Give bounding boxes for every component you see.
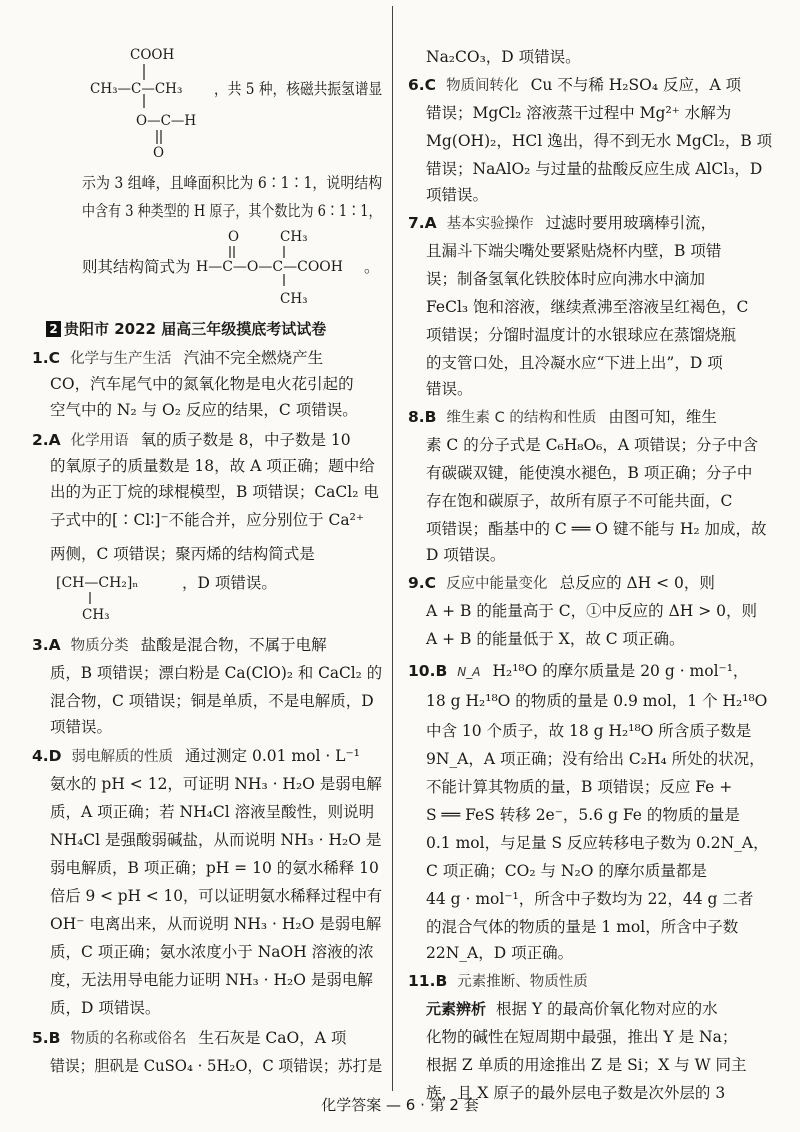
text-line: 的混合气体的物质的量是 1 mol，所含中子数 [426,918,739,936]
text-line: 素 C 的分子式是 C₆H₈O₆，A 项错误；分子中含 [426,436,758,454]
text-line: 族，且 X 原子的最外层电子数是次外层的 3 [426,1084,726,1102]
answer-11 [408,970,600,992]
text-line: 质，B 项错误；漂白粉是 Ca(ClO)₂ 和 CaCl₂ 的 [50,664,383,682]
text-line: 18 g H₂¹⁸O 的物质的量是 0.9 mol，1 个 H₂¹⁸O [426,692,768,710]
answer-number: 3.A [32,636,61,654]
text-line: 生石灰是 CaO，A 项 [198,1029,347,1047]
text-line: 项错误。 [426,186,489,204]
text-line: H₂¹⁸O 的摩尔质量是 20 g · mol⁻¹， [492,662,749,680]
text-line: 的氧原子的质量数是 18，故 A 项正确；题中给 [50,457,375,475]
formula-bottom-ch3: CH₃ [280,291,308,307]
text-line: FeCl₃ 饱和溶液，继续煮沸至溶液呈红褐色，C [426,298,749,316]
analysis-label: 元素辨析 [426,1000,487,1018]
formula-main-chain: CH₃—C—CH₃ [90,81,183,97]
formula-top-ch3: CH₃ [280,229,308,245]
text-line: 弱电解质，B 项正确；pH = 10 的氨水稀释 10 [50,859,379,877]
answer-number: 10.B [408,662,448,680]
text-line: Mg(OH)₂，HCl 逸出，得不到无水 MgCl₂，B 项 [426,132,773,150]
text-line: 子式中的[∶Cl∶]⁻不能合并，应分别位于 Ca²⁺ [50,511,365,529]
text-line: 化物的碱性在短周期中最强，推出 Y 是 Na； [426,1028,738,1046]
text-line: 两侧，C 项错误；聚丙烯的结构简式是 [50,545,315,563]
answer-number: 7.A [408,214,437,232]
text-line: 且漏斗下端尖嘴处要紧贴烧杯内壁，B 项错 [426,242,722,260]
text-line: 9N_A，A 项正确；没有给出 C₂H₄ 所处的状况， [426,750,765,768]
answer-6 [408,74,741,96]
text-line: 错误。 [426,380,473,398]
text-line: 质，C 项正确；氨水浓度小于 NaOH 溶液的浓 [50,943,374,961]
answer-5 [32,1027,346,1049]
formula-carbonyl-o: O [153,145,165,161]
formula-caption: ，共 5 种，核磁共振氢谱显 [214,80,383,98]
text-line: 存在饱和碳原子，故所有原子不可能共面，C [426,492,733,510]
section-title: 贵阳市 2022 届高三年级摸底考试试卷 [64,320,327,338]
answer-number: 1.C [32,349,61,367]
text-line: 0.1 mol，与足量 S 反应转移电子数为 0.2N_A， [426,834,769,852]
formula-main-chain: H—C—O—C—COOH [196,259,343,275]
text-line: Na₂CO₃，D 项错误。 [426,48,581,66]
topic-tag: 化学与生产生活 [70,351,172,367]
text-line: 根据 Z 单质的用途推出 Z 是 Si；X 与 W 同主 [426,1056,747,1074]
text-line: 错误；MgCl₂ 溶液蒸干过程中 Mg²⁺ 水解为 [426,104,732,122]
answer-number: 8.B [408,408,437,426]
text-line: 有碳碳双键，能使溴水褪色，B 项正确；分子中 [426,464,753,482]
answer-11-analysis [426,998,718,1020]
formula-top-o: O [228,229,240,245]
text-line: 项错误；酯基中的 C ══ O 键不能与 H₂ 加成，故 [426,520,767,538]
answer-number: 2.A [32,431,61,449]
text-line: 由图可知，维生 [608,408,717,426]
answer-9 [408,572,715,594]
topic-tag: 基本实验操作 [446,216,534,232]
formula-cooh: COOH [130,47,175,63]
text-line: 倍后 9 < pH < 10，可以证明氨水稀释过程中有 [50,887,383,905]
topic-tag: 维生素 C 的结构和性质 [446,410,597,426]
topic-tag: 物质的名称或俗名 [70,1031,187,1047]
topic-tag: N_A [457,665,481,679]
formula-end-dot: 。 [364,258,380,276]
text-line: 中含 10 个质子，故 18 g H₂¹⁸O 所含质子数是 [426,722,752,740]
text-line: 错误；NaAlO₂ 与过量的盐酸反应生成 AlCl₃，D [426,160,763,178]
text-line: 项错误。 [50,718,113,736]
text-line: 中含有 3 种类型的 H 原子，其个数比为 6∶1∶1， [82,202,382,220]
formula-poly: [CH—CH₂]ₙ [56,575,139,591]
text-line: 混合物，C 项错误；铜是单质，不是电解质，D [50,692,374,710]
answer-2 [32,429,351,451]
text-line: Cu 不与稀 H₂SO₄ 反应，A 项 [530,76,742,94]
text-line: ，D 项错误。 [182,574,277,592]
topic-tag: 元素推断、物质性质 [457,974,588,990]
text-line: CO，汽车尾气中的氮氧化物是电火花引起的 [50,375,354,393]
formula-ester: O—C—H [136,113,197,129]
formula-prefix: 则其结构简式为 [82,258,191,276]
answer-8 [408,406,717,428]
text-line: A + B 的能量低于 X，故 C 项正确。 [426,630,685,648]
section-heading [46,318,326,339]
formula-ch3: CH₃ [82,607,110,623]
text-line: C 项正确；CO₂ 与 N₂O 的摩尔质量都是 [426,862,707,880]
formula-bond [86,592,96,606]
topic-tag: 弱电解质的性质 [71,749,174,765]
text-line: D 项错误。 [426,546,506,564]
topic-tag: 化学用语 [70,433,129,449]
text-line: 不能计算其物质的量，B 项错误；反应 Fe + [426,778,733,796]
text-line: 根据 Y 的最高价氧化物对应的水 [496,1000,718,1018]
text-line: 误；制备氢氧化铁胶体时应向沸水中滴加 [426,270,706,288]
text-line: 示为 3 组峰，且峰面积比为 6∶1∶1，说明结构 [82,174,383,192]
answer-10 [408,660,748,682]
topic-tag: 反应中能量变化 [446,576,548,592]
answer-number: 6.C [408,76,437,94]
text-line: 质，A 项正确；若 NH₄Cl 溶液呈酸性，则说明 [50,803,375,821]
text-line: S ══ FeS 转移 2e⁻，5.6 g Fe 的物质的量是 [426,806,740,824]
column-divider [392,6,393,1091]
text-line: 汽油不完全燃烧产生 [183,349,324,367]
text-line: 氨水的 pH < 12，可证明 NH₃ · H₂O 是弱电解 [50,775,382,793]
text-line: 过滤时要用玻璃棒引流， [545,214,717,232]
text-line: 通过测定 0.01 mol · L⁻¹ [185,747,360,765]
text-line: 度，无法用导电能力证明 NH₃ · H₂O 是弱电解 [50,971,373,989]
topic-tag: 物质间转化 [446,78,519,94]
text-line: 44 g · mol⁻¹，所含中子数均为 22，44 g 二者 [426,890,754,908]
text-line: 氧的质子数是 8，中子数是 10 [140,431,351,449]
answer-1 [32,347,323,369]
text-line: 的支管口处，且冷凝水应“下进上出”，D 项 [426,354,723,372]
text-line: 空气中的 N₂ 与 O₂ 反应的结果，C 项错误。 [50,401,358,419]
answer-number: 4.D [32,747,62,765]
answer-4 [32,745,360,767]
page-footer: 化学答案 — 6 · 第 2 套 [321,1096,479,1114]
text-line: 出的为正丁烷的球棍模型，B 项错误；CaCl₂ 电 [50,483,379,501]
answer-number: 9.C [408,574,437,592]
text-line: 质，D 项错误。 [50,999,161,1017]
text-line: 错误；胆矾是 CuSO₄ · 5H₂O，C 项错误；苏打是 [50,1057,383,1075]
text-line: OH⁻ 电离出来，从而说明 NH₃ · H₂O 是弱电解 [50,915,382,933]
topic-tag: 物质分类 [70,638,129,654]
text-line: NH₄Cl 是强酸弱碱盐，从而说明 NH₃ · H₂O 是 [50,831,382,849]
answer-3 [32,634,327,656]
text-line: 盐酸是混合物，不属于电解 [140,636,327,654]
text-line: 总反应的 ΔH < 0，则 [559,574,715,592]
section-number-badge: 2 [46,321,61,337]
text-line: 项错误；分馏时温度计的水银球应在蒸馏烧瓶 [426,326,737,344]
text-line: 22N_A，D 项正确。 [426,944,574,962]
text-line: A + B 的能量高于 C，①中反应的 ΔH > 0，则 [426,602,757,620]
answer-number: 11.B [408,972,448,990]
answer-number: 5.B [32,1029,61,1047]
answer-7 [408,212,716,234]
